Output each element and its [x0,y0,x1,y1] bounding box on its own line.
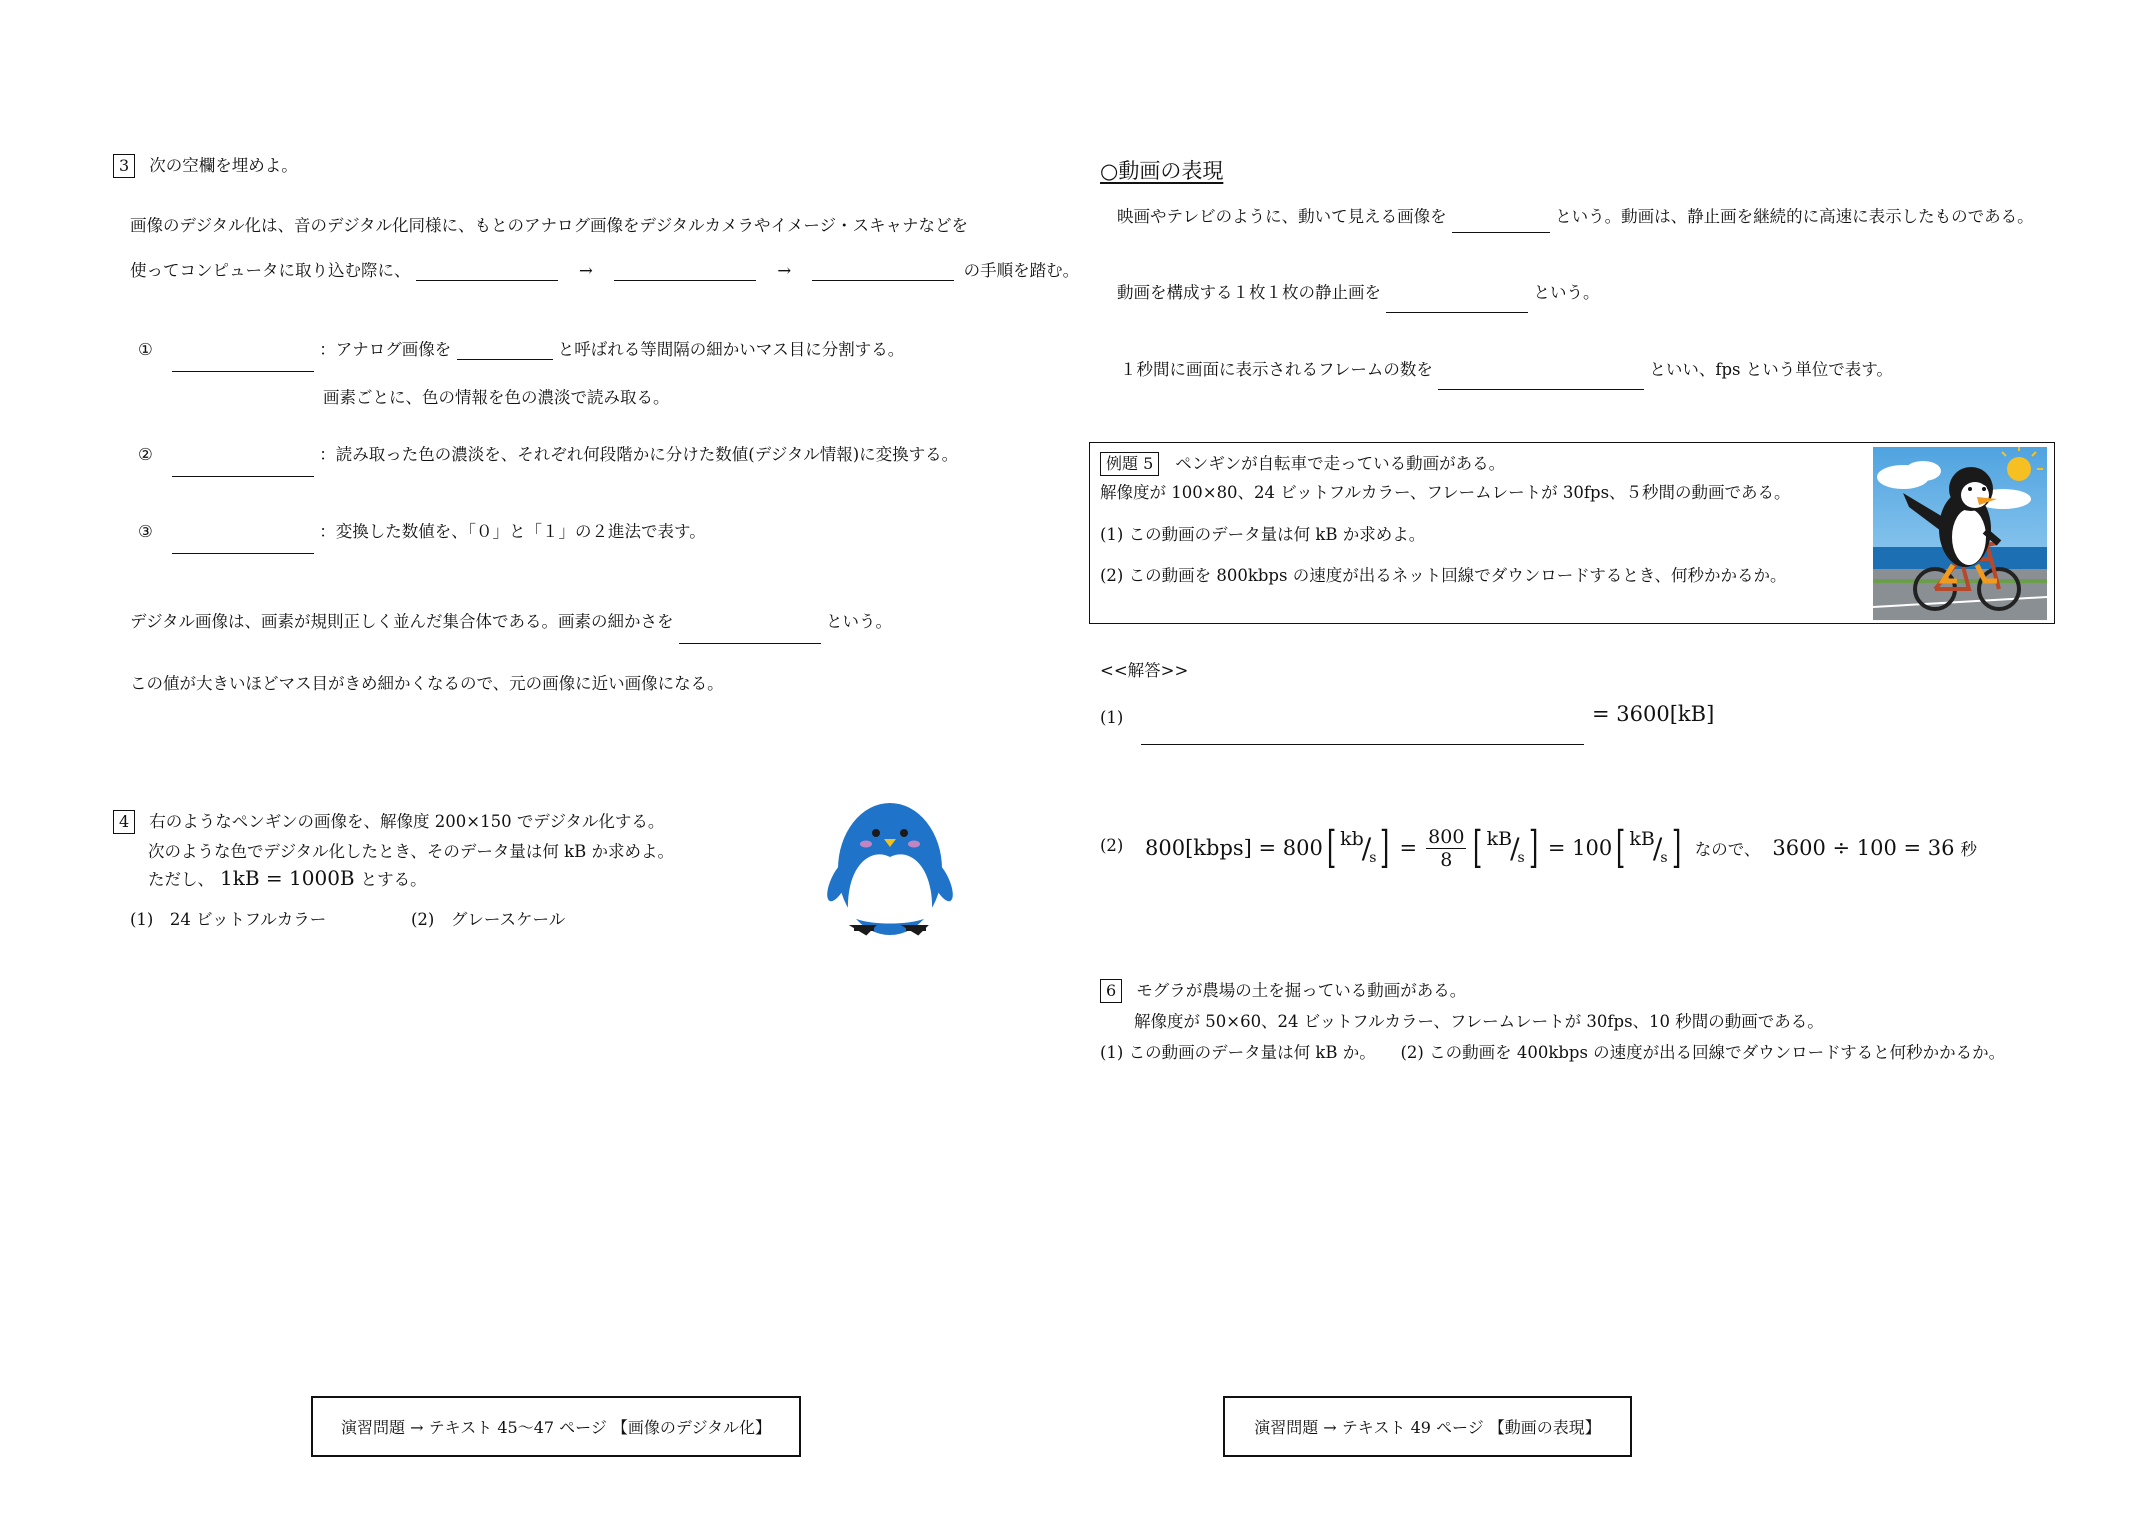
example5-line1: 例題 5 ペンギンが自転車で走っている動画がある。 [1100,450,1505,476]
q4-sub1: (1) 24 ビットフルカラー [130,910,327,929]
arrow: → [579,261,593,280]
example5-q1: (1) この動画のデータ量は何 kB か求めよ。 [1100,525,1426,544]
example5-line2: 解像度が 100×80、24 ビットフルカラー、フレームレートが 30fps、５秒間の動画である。 [1100,483,1791,502]
framerate-def: １秒間に画面に表示されるフレームの数を といい、fps という単位で表す。 [1120,356,1893,380]
q3-resolution: デジタル画像は、画素が規則正しく並んだ集合体である。画素の細かさを という。 [130,608,892,632]
blank-framerate[interactable] [1438,369,1644,390]
blank-step-b[interactable] [614,260,756,281]
blank-resolution[interactable] [679,623,821,644]
q3-intro-line1: 画像のデジタル化は、音のデジタル化同様に、もとのアナログ画像をデジタルカメラやイメージ・スキャナなどを [130,216,969,235]
answer2-label: (2) [1100,836,1124,855]
frame-def: 動画を構成する１枚１枚の静止画を という。 [1117,279,1600,303]
q4-number: 4 [113,810,135,834]
unit-kB-per-s: kB / s [1629,828,1668,866]
video-def: 映画やテレビのように、動いて見える画像を という。動画は、静止画を継続的に高速に表示したものである。 [1117,203,2034,227]
q4-line1: 4 右のようなペンギンの画像を、解像度 200×150 でデジタル化する。 [113,808,664,834]
q3-intro-line2: 使ってコンピュータに取り込む際に、 → → の手順を踏む。 [130,261,1080,280]
penguin-image [826,795,954,940]
q4-sub2: (2) グレースケール [411,910,566,929]
q6-number: 6 [1100,979,1122,1003]
answer-header: <<解答>> [1100,661,1189,680]
q3-step1: ① ：アナログ画像を と呼ばれる等間隔の細かいマス目に分割する。 [138,336,904,360]
q3-title: 次の空欄を埋めよ。 [149,156,298,175]
blank-step2[interactable] [172,456,314,477]
penguin-bicycle-image [1873,447,2047,620]
right-footer-text: 演習問題 → テキスト 49 ページ 【動画の表現】 [1254,1418,1601,1437]
blank-step-c[interactable] [812,260,954,281]
blank-step1[interactable] [172,351,314,372]
q3-step2: ② ：読み取った色の濃淡を、それぞれ何段階かに分けた数値(デジタル情報)に変換する。 [138,441,958,465]
fraction-800-8: $\frac{800}{8}$ [1428,825,1465,871]
blank-video[interactable] [1452,212,1550,233]
unit-kb-per-s: kb / s [1340,828,1377,866]
answer1-result: = 3600[kB] [1592,702,1715,726]
arrow: → [777,261,792,280]
kbps-conversion: 800[kbps] = 800 [1145,836,1323,860]
blank-frame[interactable] [1386,292,1528,313]
answer1-label: (1) [1100,708,1124,727]
q4-line2: 次のような色でデジタル化したとき、そのデータ量は何 kB か求めよ。 [148,842,674,861]
right-footer-box [1223,1396,1632,1457]
q3-header [113,152,298,178]
download-time: 3600 ÷ 100 = 36 [1772,836,1955,860]
q3-step1-note: 画素ごとに、色の情報を色の濃淡で読み取る。 [323,388,670,407]
answer2-equation: 800[kbps] = 800 [ kb / s ] = $\frac{800}{8}$ [ kB / s ] = 100 [ kB / s ] なので、 3600 ÷ 100 = 36 秒 [1145,822,1977,873]
blank-step-a[interactable] [416,260,558,281]
q3-number: 3 [113,154,135,178]
blank-step3[interactable] [172,533,314,554]
blank-pixel[interactable] [457,339,553,360]
q6-line1: 6 モグラが農場の土を掘っている動画がある。 [1100,977,1466,1003]
answer1-blank[interactable] [1141,744,1584,745]
unit-kB-per-s: kB / s [1486,828,1525,866]
example5-label: 例題 5 [1100,452,1159,476]
left-footer-box [311,1396,801,1457]
q6-line2: 解像度が 50×60、24 ビットフルカラー、フレームレートが 30fps、10 秒間の動画である。 [1134,1012,1824,1031]
section-title: ○動画の表現 [1100,159,1224,183]
kb-equation: 1kB = 1000B [220,866,355,890]
q3-step3: ③ ：変換した数値を、「０」と「１」の２進法で表す。 [138,518,706,542]
example5-q2: (2) この動画を 800kbps の速度が出るネット回線でダウンロードするとき、何秒かかるか。 [1100,566,1787,585]
q4-line3: ただし、 1kB = 1000B とする。 [148,866,427,890]
q3-resolution-note: この値が大きいほどマス目がきめ細かくなるので、元の画像に近い画像になる。 [130,674,724,693]
q6-line3: (1) この動画のデータ量は何 kB か。 (2) この動画を 400kbps の速度が出る回線でダウンロードすると何秒かかるか。 [1100,1043,2006,1062]
left-footer-text: 演習問題 → テキスト 45〜47 ページ 【画像のデジタル化】 [341,1418,771,1437]
